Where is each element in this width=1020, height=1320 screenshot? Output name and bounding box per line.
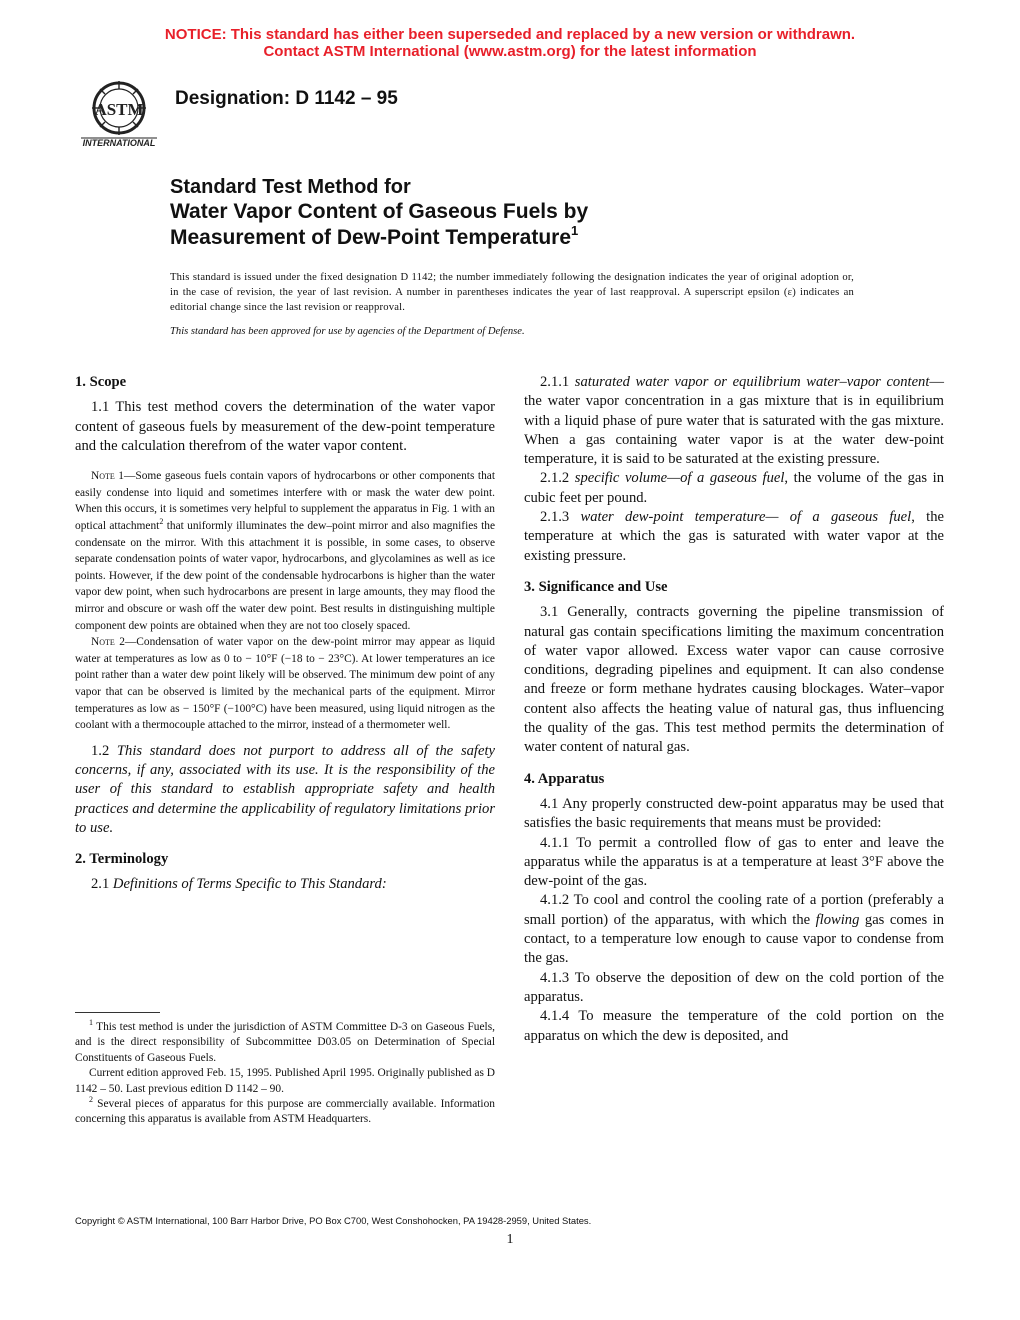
footnote-1: $^1$ This test method is under the jurisdiction of ASTM Committee D-3 on Gaseous Fuels, and is the direct responsibility of Subcommittee D03.05 on Determination of Special Constituents of Gaseous Fuels. xyxy=(75,1018,495,1064)
logo-text: ASTM xyxy=(94,100,144,119)
title-line-3: Measurement of Dew-Point Temperature$^1$ xyxy=(170,223,579,249)
withdrawal-notice xyxy=(0,26,1020,60)
page-number: 1 xyxy=(506,1232,514,1247)
paragraph-2-1-3: 2.1.3 water dew-point temperature— of a gaseous fuel, the temperature at which the gas is saturated with water vapor at the existing pressure. xyxy=(524,509,944,564)
copyright-line: Copyright © ASTM International, 100 Barr Harbor Drive, PO Box C700, West Conshohocken, PA 19428-2959, United States. xyxy=(75,1215,592,1226)
paragraph-4-1-4: 4.1.4 To measure the temperature of the cold portion on the apparatus on which the dew is deposited, and xyxy=(524,1008,944,1044)
paragraph-1-2: 1.2 This standard does not purport to address all of the safety concerns, if any, associated with its use. It is the responsibility of the user of this standard to establish appropriate safety and health practices and determine the applicability of regulatory limitations prior to use. xyxy=(75,742,495,836)
note-1: Note 1—Some gaseous fuels contain vapors of hydrocarbons or other components that easily condense into liquid and sometimes interfere with or mask the water dew point. When this occurs, it is sometimes very helpful to supplement the apparatus in Fig. 1 with an optical attachment$^2$ that uniformly illuminates the dew–point mirror and also magnifies the condensate on the mirror. With this attachment it is possible, in some cases, to observe separate condensation points of water vapor, hydrocarbons, and glycolamines as well as ice points. However, if the dew point of the condensable hydrocarbons is higher than the water vapor dew point, when such hydrocarbons are present in large amounts, they may flood the mirror and obscure or wash off the water dew point. Best results in distinguishing multiple component dew points are obtained when they are not too closely spaced. xyxy=(75,470,496,632)
paragraph-4-1-1: 4.1.1 To permit a controlled flow of gas to enter and leave the apparatus while the apparatus is at a temperature at least 3°F above the dew-point of the gas. xyxy=(524,834,944,890)
footnote-divider xyxy=(75,1012,160,1013)
left-column xyxy=(75,373,495,895)
section-heading-scope: 1. Scope xyxy=(75,374,127,390)
notice-line-1: NOTICE: This standard has either been superseded and replaced by a new version or withdrawn. xyxy=(164,26,856,43)
section-heading-significance: 3. Significance and Use xyxy=(524,578,668,595)
title-line-1: Standard Test Method for xyxy=(170,176,411,198)
paragraph-4-1-2: 4.1.2 To cool and control the cooling rate of a portion (preferably a small portion) of the apparatus, with which the flowing gas comes in contact, to a temperature low enough to cause vapor to condense from the gas. xyxy=(524,892,944,967)
astm-logo-icon xyxy=(76,78,162,150)
section-heading-apparatus: 4. Apparatus xyxy=(524,770,605,787)
title-line-2: Water Vapor Content of Gaseous Fuels by xyxy=(170,200,589,223)
footnote-2: $^2$ Several pieces of apparatus for this purpose are commercially available. Information concerning this apparatus is available from ASTM Headquarters. xyxy=(75,1095,495,1126)
note-2: Note 2—Condensation of water vapor on the dew-point mirror may appear as liquid water at temperatures as low as 0 to − 10°F (−18 to − 23°C). At lower temperatures an ice point rather than a water dew point likely will be observed. The minimum dew point of any vapor that can be observed is limited by the mechanical parts of the equipment. Mirror temperatures as low as − 150°F (−100°C) have been measured, using liquid nitrogen as the coolant with a thermocouple attached to the mirror, instead of a thermometer well. xyxy=(75,636,495,732)
paragraph-1-1: 1.1 This test method covers the determination of the water vapor content of gaseous fuels by measurement of the dew-point temperature and the calculation therefrom of the water vapor content. xyxy=(75,399,495,454)
footnotes xyxy=(75,1020,495,1128)
logo-subtext: INTERNATIONAL xyxy=(82,138,156,148)
document-title xyxy=(170,175,870,251)
paragraph-2-1: 2.1 Definitions of Terms Specific to This Standard: xyxy=(91,876,387,893)
paragraph-3-1: 3.1 Generally, contracts governing the pipeline transmission of natural gas contain specifications limiting the maximum concentration of water vapor allowed. Excess water vapor can cause corrosive conditions, degrading pipelines and equipment. It can also condense and freeze or form methane hydrates causing blockages. Water–vapor content also affects the heating value of natural gas, thus influencing the quality of the gas. This test method permits the determination of water content of natural gas. xyxy=(524,604,944,756)
right-column xyxy=(524,373,944,1046)
issuance-statement: This standard is issued under the fixed designation D 1142; the number immediately following the designation indicates the year of original adoption or, in the case of revision, the year of last revision. A number in parentheses indicates the year of last reapproval. A superscript epsilon (ε) indicates an editorial change since the last revision or reapproval. xyxy=(170,272,854,313)
title-footnote-mark: 1 xyxy=(571,223,579,238)
notice-line-2: Contact ASTM International (www.astm.org) for the latest information xyxy=(263,43,757,60)
section-heading-terminology: 2. Terminology xyxy=(75,851,169,868)
paragraph-4-1-3: 4.1.3 To observe the deposition of dew on the cold portion of the apparatus. xyxy=(524,969,944,1005)
paragraph-2-1-1: 2.1.1 saturated water vapor or equilibrium water–vapor content—the water vapor concentration in a gas mixture that is in equilibrium with a liquid phase of pure water that is saturated with the gas mixture. When a gas containing water vapor is at the water dew-point temperature, it is said to be saturated at the existing pressure. xyxy=(524,374,945,468)
paragraph-4-1: 4.1 Any properly constructed dew-point apparatus may be used that satisfies the basic requirements that means must be provided: xyxy=(524,795,944,832)
approval-statement: This standard has been approved for use by agencies of the Department of Defense. xyxy=(170,326,525,337)
paragraph-2-1-2: 2.1.2 specific volume—of a gaseous fuel, the volume of the gas in cubic feet per pound. xyxy=(524,470,944,506)
designation: Designation: D 1142 – 95 xyxy=(175,88,398,109)
footnote-1-edition: Current edition approved Feb. 15, 1995. Published April 1995. Originally published as D 1142 – 50. Last previous edition D 1142 – 90. xyxy=(75,1067,495,1095)
